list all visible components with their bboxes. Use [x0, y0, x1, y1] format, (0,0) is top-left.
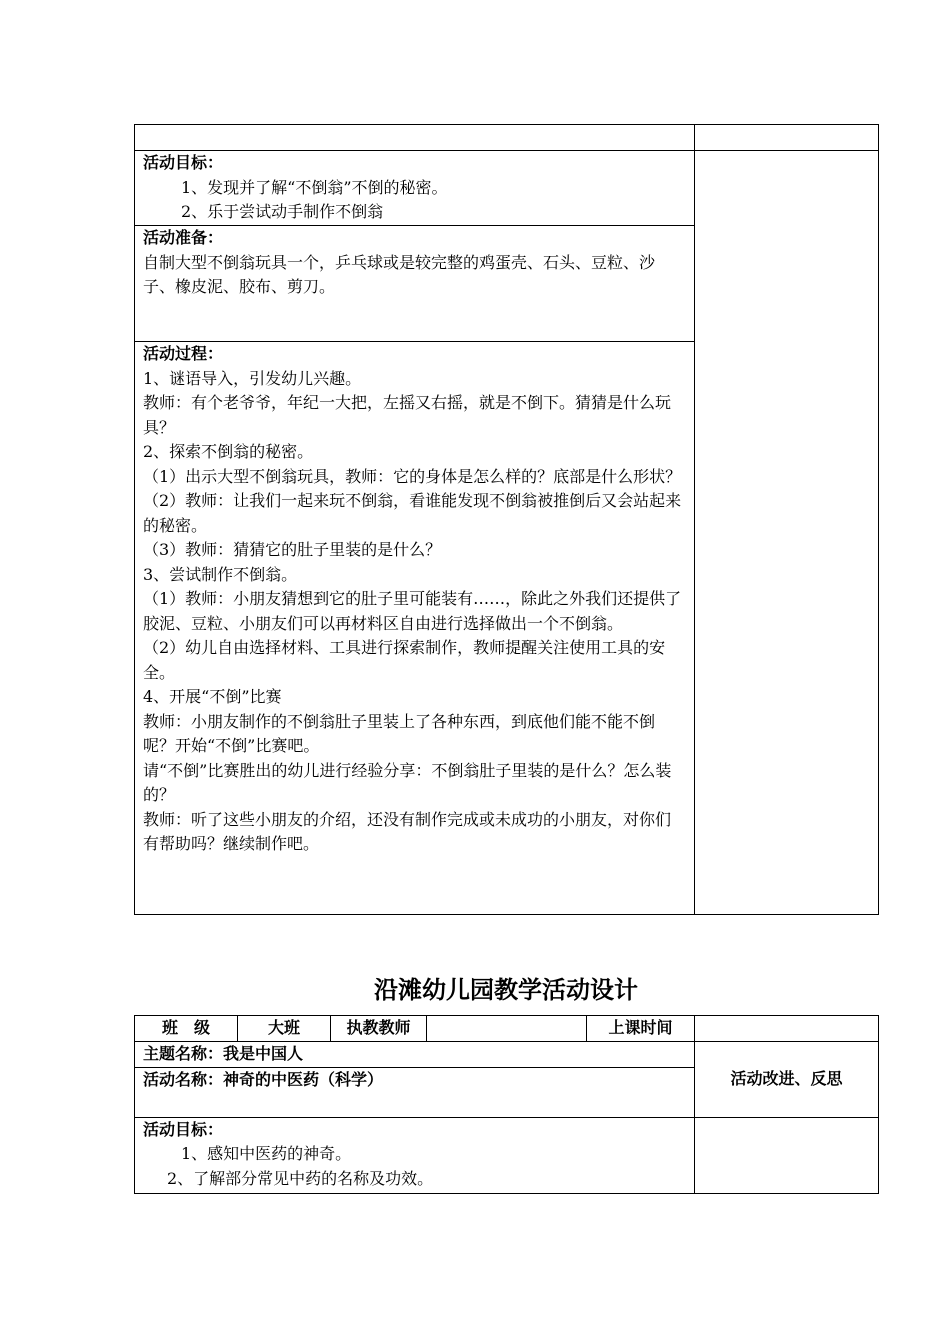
reflection-column [695, 151, 879, 915]
goals-cell-2 [135, 1117, 695, 1193]
prep-cell [135, 226, 695, 342]
lesson2-table [134, 1015, 879, 1194]
process-step: 4、开展“不倒”比赛 [143, 687, 282, 706]
process-step: （2）幼儿自由选择材料、工具进行探索制作，教师提醒关注使用工具的安全。 [143, 638, 666, 682]
empty-header-cell [135, 125, 695, 151]
reflection-header: 活动改进、反思 [695, 1042, 879, 1118]
theme-name: 主题名称：我是中国人 [135, 1042, 695, 1068]
time-value [695, 1016, 879, 1042]
prep-text: 自制大型不倒翁玩具一个，乒乓球或是较完整的鸡蛋壳、石头、豆粒、沙子、橡皮泥、胶布、剪刀。 [143, 252, 656, 296]
class-value: 大班 [238, 1016, 331, 1042]
teacher-label: 执教教师 [331, 1016, 427, 1042]
goals-label-2: 活动目标： [143, 1119, 224, 1139]
class-label: 班 级 [135, 1016, 238, 1042]
goals-cell [135, 151, 695, 226]
process-step: （3）教师：猜猜它的肚子里装的是什么？ [143, 540, 442, 559]
process-step: 教师：听了这些小朋友的介绍，还没有制作完成或未成功的小朋友，对你们有帮助吗？继续制作吧。 [143, 809, 672, 853]
goal-item: 1、感知中医药的神奇。 [181, 1144, 352, 1163]
goal-item: 1、发现并了解“不倒翁”不倒的秘密。 [181, 177, 448, 197]
prep-label: 活动准备： [143, 228, 224, 247]
goal-item: 2、乐于尝试动手制作不倒翁 [181, 202, 384, 221]
goals-label: 活动目标： [143, 153, 224, 172]
time-label: 上课时间 [587, 1016, 695, 1042]
process-step: （1）出示大型不倒翁玩具，教师：它的身体是怎么样的？底部是什么形状？ [143, 466, 682, 486]
empty-header-side-cell [695, 125, 879, 151]
process-step: （1）教师：小朋友猜想到它的肚子里可能装有……，除此之外我们还提供了胶泥、豆粒、小朋友们可以再材料区自由进行选择做出一个不倒翁。 [143, 589, 682, 633]
process-step: （2）教师：让我们一起来玩不倒翁，看谁能发现不倒翁被推倒后又会站起来的秘密。 [143, 491, 682, 535]
process-step: 2、探索不倒翁的秘密。 [143, 442, 314, 461]
process-step: 教师：小朋友制作的不倒翁肚子里装上了各种东西，到底他们能不能不倒呢？开始“不倒”比赛吧。 [143, 711, 656, 755]
process-step: 1、谜语导入，引发幼儿兴趣。 [143, 368, 362, 388]
goal-item: 2、了解部分常见中药的名称及功效。 [167, 1168, 434, 1188]
page-title: 沿滩幼儿园教学活动设计 [374, 976, 638, 1004]
process-step: 教师：有个老爷爷，年纪一大把，左摇又右摇，就是不倒下。猜猜是什么玩具？ [143, 393, 672, 437]
process-step: 请“不倒”比赛胜出的幼儿进行经验分享：不倒翁肚子里装的是什么？怎么装的？ [143, 760, 672, 804]
reflection-cell-2 [695, 1117, 879, 1193]
process-label: 活动过程： [143, 344, 224, 363]
process-cell [135, 342, 695, 915]
process-step: 3、尝试制作不倒翁。 [143, 564, 298, 584]
teacher-value [427, 1016, 587, 1042]
activity-name: 活动名称：神奇的中医药（科学） [135, 1067, 695, 1117]
lesson1-table [134, 124, 879, 915]
